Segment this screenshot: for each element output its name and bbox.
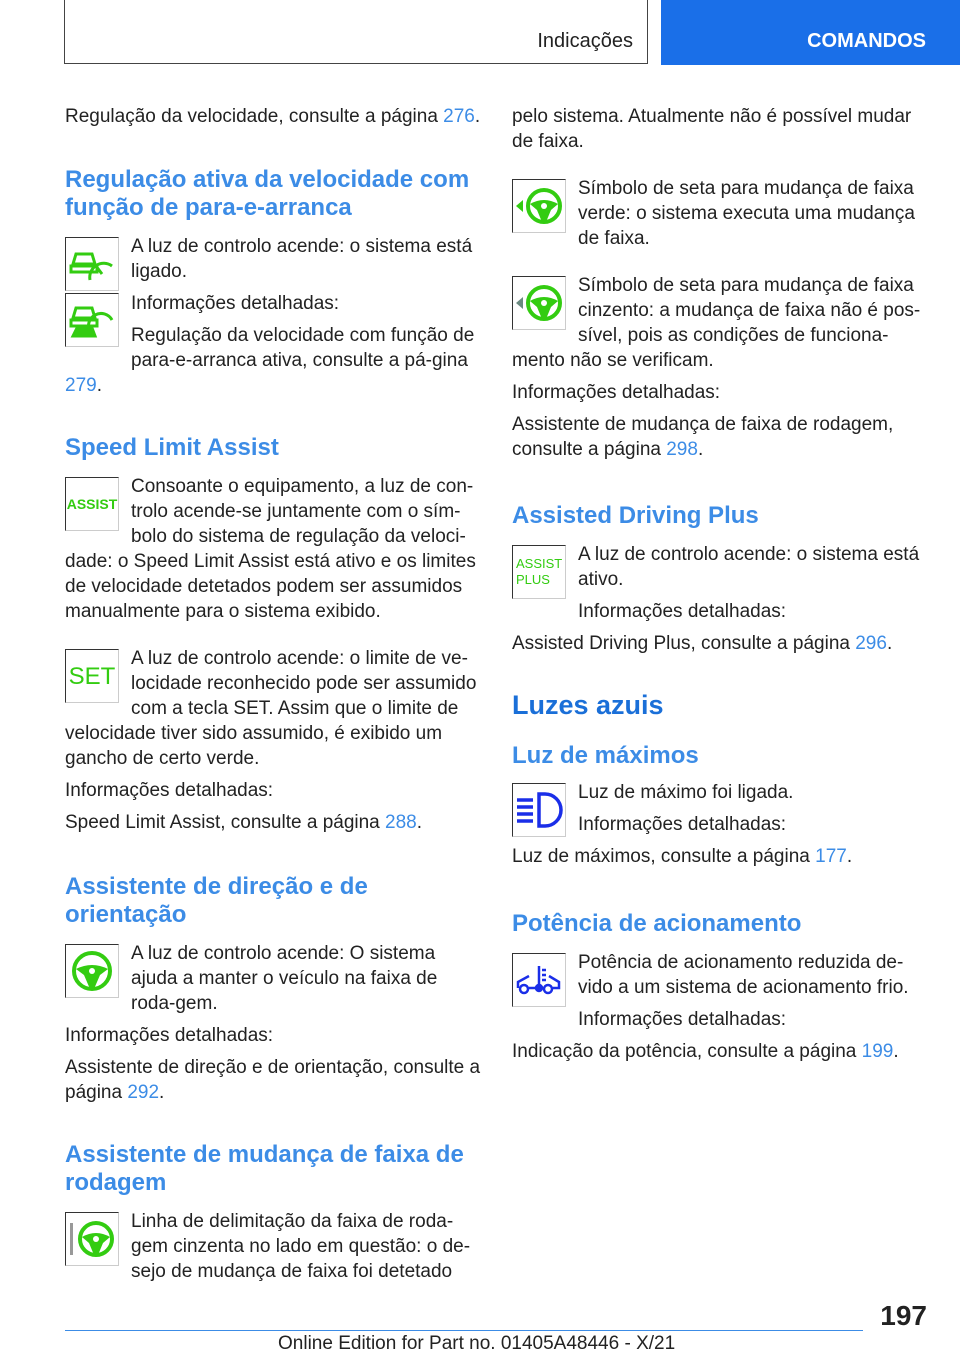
section-title: Potência de acionamento	[512, 910, 802, 937]
section-speed-limit-assist	[65, 434, 483, 842]
acc-on-icon	[65, 237, 119, 291]
assist-icon	[65, 477, 119, 531]
text: Regulação da velocidade com função de para-e-arranca ativa, consulte a pá‐gina	[131, 325, 475, 371]
text: Speed Limit Assist, consulte a página	[65, 812, 386, 833]
text: Símbolo de seta para mudança de faixa cinzento: a mudança de faixa não é pos‐sível, pois as condições de funciona‐mento não se verificam.	[512, 275, 921, 371]
section-drive-power	[512, 910, 930, 1071]
punct: .	[474, 106, 481, 127]
icon-text: ASSIST	[516, 556, 563, 571]
text: Informações detalhadas:	[578, 814, 787, 835]
section-title: Speed Limit Assist	[65, 434, 279, 461]
page-link[interactable]: 177	[815, 846, 847, 867]
page-link[interactable]: 298	[666, 439, 698, 460]
text: pelo sistema. Atualmente não é possível mudar de faixa.	[512, 106, 912, 152]
text: A luz de controlo acende: o limite de ve‐locidade reconhecido pode ser assumido com a tecla SET. Assim que o limite de velocidade tiver sido assumido, é exibido um gancho de certo verde.	[65, 648, 477, 769]
set-icon	[65, 649, 119, 703]
text: Informações detalhadas:	[512, 382, 721, 403]
lane-line-grey-icon	[65, 1212, 119, 1266]
lane-arrow-green-icon	[512, 179, 566, 233]
lane-continued	[512, 104, 930, 469]
text: Assisted Driving Plus, consulte a página	[512, 633, 856, 654]
icon-text: SET	[68, 662, 116, 690]
punct: .	[159, 1082, 165, 1103]
section-title: Assisted Driving Plus	[512, 502, 759, 529]
acc-active-icon	[65, 293, 119, 347]
section-blue-lights	[512, 690, 930, 876]
edition-text: Online Edition for Part no. 01405A48446 - X/21	[278, 1333, 676, 1354]
section-title: Assistente de mudança de faixa de rodagem	[65, 1141, 464, 1196]
steering-wheel-icon	[65, 944, 119, 998]
punct: .	[846, 846, 853, 867]
section-acc	[65, 166, 483, 405]
page-number: 197	[880, 1300, 927, 1331]
icon-text: ASSIST	[66, 495, 118, 512]
text: A luz de controlo acende: O sistema ajuda a manter o veículo na faixa de roda‐gem.	[131, 943, 438, 1014]
text: Informações detalhadas:	[131, 293, 340, 314]
text: Indicação da potência, consulte a página	[512, 1041, 862, 1062]
text: Linha de delimitação da faixa de roda‐gem cinzenta no lado em questão: o de‐sejo de mudança de faixa foi detetado	[131, 1211, 471, 1282]
text: A luz de controlo acende: o sistema está ligado.	[131, 236, 473, 282]
page-link[interactable]: 292	[127, 1082, 160, 1103]
text: A luz de controlo acende: o sistema está ativo.	[578, 544, 920, 590]
subsection-title: Luz de máximos	[512, 742, 699, 769]
text: Informações detalhadas:	[65, 780, 274, 801]
assist-plus-icon	[512, 545, 566, 599]
text: Consoante o equipamento, a luz de con‐trolo acende-se juntamente com o sím‐bolo do sistema de regulação da veloci‐dade: o Speed Limit Assist está ativo e os limites de velocidade detetados podem ser assumidos manualmente para o sistema exibido.	[65, 476, 476, 622]
section-lane-change	[65, 1141, 483, 1291]
section-steering	[65, 873, 483, 1112]
text: Informações detalhadas:	[578, 1009, 787, 1030]
punct: .	[416, 812, 423, 833]
tab-comandos[interactable]: COMANDOS	[661, 0, 960, 65]
page-link[interactable]: 279	[65, 375, 97, 396]
lane-arrow-grey-icon	[512, 276, 566, 330]
text: Assistente de mudança de faixa de rodagem, consulte a página	[512, 414, 894, 460]
intro	[65, 104, 483, 129]
section-title: Regulação ativa da velocidade com função de para-e-arranca	[65, 166, 470, 221]
cold-drive-icon	[512, 953, 566, 1007]
section-title: Assistente de direção e de orientação	[65, 873, 368, 928]
punct: .	[697, 439, 704, 460]
page-link[interactable]: 276	[443, 106, 475, 127]
text: Luz de máximo foi ligada.	[578, 782, 794, 803]
header-box	[64, 0, 648, 64]
page-link[interactable]: 296	[855, 633, 887, 654]
text: Informações detalhadas:	[65, 1025, 274, 1046]
punct: .	[96, 375, 102, 396]
section-title: Luzes azuis	[512, 690, 664, 720]
page-link[interactable]: 199	[861, 1041, 894, 1062]
footer-rule	[65, 1330, 863, 1331]
section-assisted-driving-plus	[512, 502, 930, 663]
section-title: Indicações	[537, 30, 633, 52]
icon-text: PLUS	[516, 572, 550, 587]
punct: .	[893, 1041, 899, 1062]
punct: .	[886, 633, 893, 654]
intro-text: Regulação da velocidade, consulte a página	[65, 106, 444, 127]
text: Potência de acionamento reduzida de‐vido a um sistema de acionamento frio.	[578, 952, 909, 998]
text: Assistente de direção e de orientação, consulte a página	[65, 1057, 481, 1103]
high-beam-icon	[512, 783, 566, 837]
text: Símbolo de seta para mudança de faixa verde: o sistema executa uma mudança de faixa.	[578, 178, 915, 249]
text: Luz de máximos, consulte a página	[512, 846, 816, 867]
text: Informações detalhadas:	[578, 601, 787, 622]
page-link[interactable]: 288	[385, 812, 417, 833]
